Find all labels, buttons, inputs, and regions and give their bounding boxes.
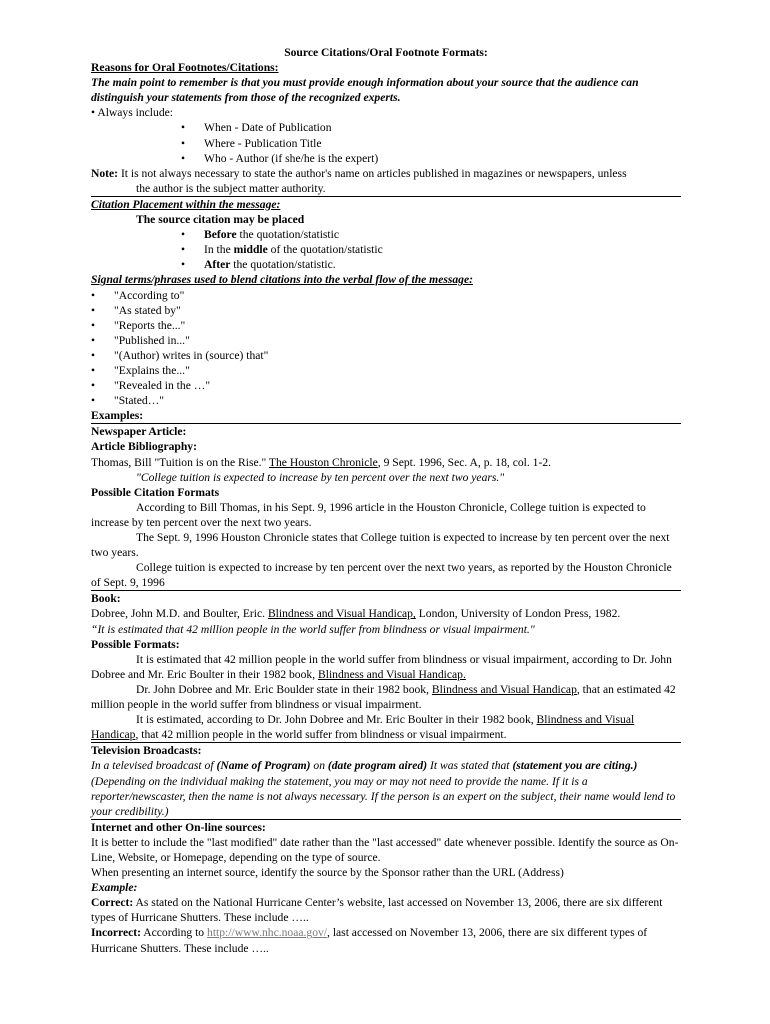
book-heading: Book: xyxy=(91,592,121,606)
tv-heading: Television Broadcasts: xyxy=(91,744,202,758)
placement-subheading: The source citation may be placed xyxy=(136,213,305,227)
note-label: Note: xyxy=(91,166,119,180)
list-item: • After the quotation/statistic. xyxy=(181,258,336,272)
newspaper-quote: "College tuition is expected to increase by ten percent over the next two years." xyxy=(136,470,505,484)
citation-formats-heading: Possible Citation Formats xyxy=(91,485,220,499)
bibliography-heading: Article Bibliography: xyxy=(91,440,197,454)
list-item: • "Stated…" xyxy=(91,394,165,408)
tv-paragraph-2: (Depending on the individual making the statement, you may or may not need to provide the name. If it is a reporter/newscaster, then the name is not always necessary. If the person is an expert on the subject, their name would lend to your credibility.) xyxy=(91,774,681,820)
list-item: • "According to" xyxy=(91,288,185,302)
incorrect-example: Incorrect: According to http://www.nhc.noaa.gov/, last accessed on November 13, 2006, there are six different types of Hurricane Shutters. These include ….. xyxy=(91,926,648,955)
newspaper-heading: Newspaper Article: xyxy=(91,425,187,439)
book-formats-heading: Possible Formats: xyxy=(91,637,180,651)
internet-paragraph-2: When presenting an internet source, identify the source by the Sponsor rather than the URL (Address) xyxy=(91,866,564,880)
newspaper-bibliography: Thomas, Bill "Tuition is on the Rise." The Houston Chronicle, 9 Sept. 1996, Sec. A, p. 18, col. 1-2. xyxy=(91,455,552,469)
page-title: Source Citations/Oral Footnote Formats: xyxy=(284,46,488,59)
document-page xyxy=(91,45,681,956)
list-item: • "Reports the..." xyxy=(91,318,186,332)
book-quote: “It is estimated that 42 million people in the world suffer from blindness or visual impairment." xyxy=(91,622,535,636)
note-line-2: the author is the subject matter authority. xyxy=(91,181,681,197)
list-item: • "(Author) writes in (source) that" xyxy=(91,348,269,362)
list-item: • In the middle of the quotation/statistic xyxy=(181,243,383,257)
main-point-text: The main point to remember is that you must provide enough information about your source that the audience can distinguish your statements from those of the recognized experts. xyxy=(91,76,639,105)
book-bibliography: Dobree, John M.D. and Boulter, Eric. Blindness and Visual Handicap, London, University of London Press, 1982. xyxy=(91,607,621,621)
list-item: • "As stated by" xyxy=(91,303,181,317)
note-line: Note: It is not always necessary to state the author's name on articles published in magazines or newspapers, unless xyxy=(91,166,627,180)
list-item: • Where - Publication Title xyxy=(181,136,322,150)
internet-paragraph-1: It is better to include the "last modified" date rather than the "last accessed" date whenever possible. Identify the source as On-Line, Website, or Homepage, depending on the type of source. xyxy=(91,835,679,864)
citation-format-3: College tuition is expected to increase by ten percent over the next two years, as reported by the Houston Chronicle of Sept. 9, 1996 xyxy=(91,560,681,591)
citation-format-2: The Sept. 9, 1996 Houston Chronicle states that College tuition is expected to increase by ten percent over the next two years. xyxy=(91,531,670,560)
tv-paragraph-1: In a televised broadcast of (Name of Program) on (date program aired) It was stated that (statement you are citing.) xyxy=(91,759,638,773)
citation-format-1: According to Bill Thomas, in his Sept. 9, 1996 article in the Houston Chronicle, College tuition is expected to increase by ten percent over the next two years. xyxy=(91,500,646,529)
nhc-url-link[interactable]: http://www.nhc.noaa.gov/ xyxy=(207,926,328,940)
list-item: • "Published in..." xyxy=(91,333,190,347)
example-label: Example: xyxy=(91,881,138,895)
correct-example: Correct: As stated on the National Hurricane Center’s website, last accessed on November 13, 2006, there are six different types of Hurricane Shutters. These include ….. xyxy=(91,896,663,925)
reasons-heading: Reasons for Oral Footnotes/Citations: xyxy=(91,61,279,75)
list-item: • "Revealed in the …" xyxy=(91,379,211,393)
placement-heading: Citation Placement within the message: xyxy=(91,197,281,211)
examples-heading: Examples: xyxy=(91,408,681,424)
book-format-2: Dr. John Dobree and Mr. Eric Boulder state in their 1982 book, Blindness and Visual Handicap, that an estimated 42 million people in the world suffer from blindness or visual impairment. xyxy=(91,682,676,712)
internet-heading: Internet and other On-line sources: xyxy=(91,820,266,834)
signal-heading: Signal terms/phrases used to blend citations into the verbal flow of the message: xyxy=(91,273,473,287)
always-include-label: • Always include: xyxy=(91,106,173,120)
list-item: • When - Date of Publication xyxy=(181,121,332,135)
list-item: • Before the quotation/statistic xyxy=(181,228,340,242)
list-item: • Who - Author (if she/he is the expert) xyxy=(181,151,379,165)
book-format-1: It is estimated that 42 million people in the world suffer from blindness or visual impairment, according to Dr. John Dobree and Mr. Eric Boulter in their 1982 book, Blindness and Visual Handicap. xyxy=(91,652,672,681)
list-item: • "Explains the..." xyxy=(91,363,190,377)
book-format-3: It is estimated, according to Dr. John Dobree and Mr. Eric Boulter in their 1982 book, Blindness and Visual Handicap, that 42 million people in the world suffer from blindness or visual impairment. xyxy=(91,712,681,743)
